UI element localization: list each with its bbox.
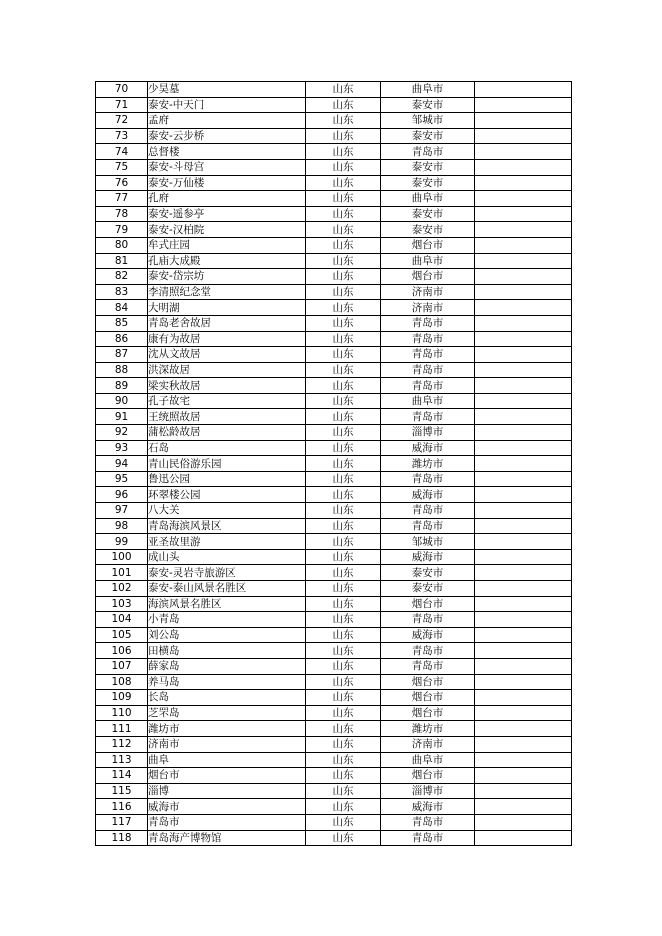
site-name: 孔庙大成殿 (148, 253, 306, 269)
site-name: 总督楼 (148, 144, 306, 160)
province: 山东 (306, 269, 381, 285)
empty-cell (475, 222, 572, 238)
city: 青岛市 (381, 830, 475, 846)
empty-cell (475, 752, 572, 768)
province: 山东 (306, 144, 381, 160)
row-number: 77 (96, 191, 148, 207)
row-number: 105 (96, 627, 148, 643)
site-name: 洪深故居 (148, 362, 306, 378)
table-row (96, 783, 572, 799)
province: 山东 (306, 284, 381, 300)
site-name: 威海市 (148, 799, 306, 815)
site-name: 泰安-岱宗坊 (148, 269, 306, 285)
province: 山东 (306, 409, 381, 425)
city: 邹城市 (381, 113, 475, 129)
site-name: 泰安-遥参亭 (148, 206, 306, 222)
city: 青岛市 (381, 331, 475, 347)
province: 山东 (306, 159, 381, 175)
province: 山东 (306, 674, 381, 690)
empty-cell (475, 503, 572, 519)
row-number: 99 (96, 534, 148, 550)
province: 山东 (306, 315, 381, 331)
scenic-spots-table (95, 81, 572, 846)
site-name: 大明湖 (148, 300, 306, 316)
province: 山东 (306, 191, 381, 207)
site-name: 牟式庄园 (148, 237, 306, 253)
city: 青岛市 (381, 362, 475, 378)
row-number: 85 (96, 315, 148, 331)
province: 山东 (306, 830, 381, 846)
city: 青岛市 (381, 643, 475, 659)
row-number: 90 (96, 393, 148, 409)
site-name: 青岛市 (148, 814, 306, 830)
row-number: 91 (96, 409, 148, 425)
city: 潍坊市 (381, 456, 475, 472)
city: 曲阜市 (381, 253, 475, 269)
row-number: 96 (96, 487, 148, 503)
site-name: 泰安-云步桥 (148, 128, 306, 144)
city: 威海市 (381, 549, 475, 565)
city: 烟台市 (381, 237, 475, 253)
province: 山东 (306, 581, 381, 597)
province: 山东 (306, 752, 381, 768)
table-row (96, 331, 572, 347)
row-number: 112 (96, 736, 148, 752)
site-name: 泰安-斗母宫 (148, 159, 306, 175)
empty-cell (475, 284, 572, 300)
table-row (96, 113, 572, 129)
province: 山东 (306, 534, 381, 550)
row-number: 80 (96, 237, 148, 253)
empty-cell (475, 425, 572, 441)
city: 青岛市 (381, 503, 475, 519)
city: 泰安市 (381, 565, 475, 581)
table-row (96, 549, 572, 565)
empty-cell (475, 721, 572, 737)
city: 烟台市 (381, 690, 475, 706)
empty-cell (475, 82, 572, 98)
row-number: 109 (96, 690, 148, 706)
city: 青岛市 (381, 471, 475, 487)
province: 山东 (306, 97, 381, 113)
empty-cell (475, 237, 572, 253)
site-name: 济南市 (148, 736, 306, 752)
table-row (96, 565, 572, 581)
row-number: 76 (96, 175, 148, 191)
table-row (96, 409, 572, 425)
row-number: 101 (96, 565, 148, 581)
table-row (96, 144, 572, 160)
empty-cell (475, 643, 572, 659)
city: 曲阜市 (381, 393, 475, 409)
city: 威海市 (381, 627, 475, 643)
city: 泰安市 (381, 128, 475, 144)
row-number: 97 (96, 503, 148, 519)
row-number: 113 (96, 752, 148, 768)
empty-cell (475, 159, 572, 175)
table-row (96, 347, 572, 363)
row-number: 78 (96, 206, 148, 222)
row-number: 117 (96, 814, 148, 830)
table-row (96, 378, 572, 394)
empty-cell (475, 581, 572, 597)
city: 烟台市 (381, 768, 475, 784)
empty-cell (475, 315, 572, 331)
site-name: 泰安-灵岩寺旅游区 (148, 565, 306, 581)
city: 济南市 (381, 284, 475, 300)
city: 青岛市 (381, 378, 475, 394)
province: 山东 (306, 612, 381, 628)
city: 烟台市 (381, 705, 475, 721)
site-name: 孔子故宅 (148, 393, 306, 409)
site-name: 鲁迅公园 (148, 471, 306, 487)
empty-cell (475, 627, 572, 643)
site-name: 康有为故居 (148, 331, 306, 347)
province: 山东 (306, 82, 381, 98)
row-number: 70 (96, 82, 148, 98)
city: 淄博市 (381, 425, 475, 441)
site-name: 田横岛 (148, 643, 306, 659)
province: 山东 (306, 549, 381, 565)
site-name: 王统照故居 (148, 409, 306, 425)
row-number: 72 (96, 113, 148, 129)
empty-cell (475, 253, 572, 269)
row-number: 88 (96, 362, 148, 378)
site-name: 长岛 (148, 690, 306, 706)
row-number: 89 (96, 378, 148, 394)
empty-cell (475, 549, 572, 565)
table-row (96, 705, 572, 721)
row-number: 111 (96, 721, 148, 737)
province: 山东 (306, 300, 381, 316)
empty-cell (475, 471, 572, 487)
table-body (96, 82, 572, 846)
row-number: 71 (96, 97, 148, 113)
table-row (96, 315, 572, 331)
site-name: 泰安-中天门 (148, 97, 306, 113)
table-row (96, 362, 572, 378)
province: 山东 (306, 518, 381, 534)
site-name: 孔府 (148, 191, 306, 207)
province: 山东 (306, 206, 381, 222)
site-name: 孟府 (148, 113, 306, 129)
table-row (96, 393, 572, 409)
province: 山东 (306, 565, 381, 581)
table-row (96, 799, 572, 815)
row-number: 110 (96, 705, 148, 721)
row-number: 115 (96, 783, 148, 799)
empty-cell (475, 814, 572, 830)
empty-cell (475, 783, 572, 799)
row-number: 118 (96, 830, 148, 846)
empty-cell (475, 347, 572, 363)
site-name: 八大关 (148, 503, 306, 519)
table-row (96, 222, 572, 238)
table-row (96, 128, 572, 144)
province: 山东 (306, 799, 381, 815)
row-number: 103 (96, 596, 148, 612)
site-name: 石岛 (148, 440, 306, 456)
site-name: 李清照纪念堂 (148, 284, 306, 300)
site-name: 泰安-汉柏院 (148, 222, 306, 238)
table-row (96, 736, 572, 752)
table-row (96, 97, 572, 113)
province: 山东 (306, 814, 381, 830)
province: 山东 (306, 768, 381, 784)
city: 青岛市 (381, 144, 475, 160)
table-row (96, 752, 572, 768)
province: 山东 (306, 253, 381, 269)
site-name: 青岛老舍故居 (148, 315, 306, 331)
site-name: 青山民俗游乐园 (148, 456, 306, 472)
city: 泰安市 (381, 175, 475, 191)
empty-cell (475, 534, 572, 550)
site-name: 蒲松龄故居 (148, 425, 306, 441)
row-number: 107 (96, 658, 148, 674)
city: 威海市 (381, 487, 475, 503)
row-number: 93 (96, 440, 148, 456)
province: 山东 (306, 736, 381, 752)
row-number: 92 (96, 425, 148, 441)
empty-cell (475, 518, 572, 534)
table-row (96, 300, 572, 316)
city: 济南市 (381, 300, 475, 316)
table-row (96, 237, 572, 253)
site-name: 梁实秋故居 (148, 378, 306, 394)
city: 曲阜市 (381, 82, 475, 98)
city: 曲阜市 (381, 191, 475, 207)
table-row (96, 690, 572, 706)
province: 山东 (306, 378, 381, 394)
table-row (96, 471, 572, 487)
city: 烟台市 (381, 674, 475, 690)
city: 泰安市 (381, 97, 475, 113)
table-row (96, 674, 572, 690)
row-number: 94 (96, 456, 148, 472)
empty-cell (475, 487, 572, 503)
city: 青岛市 (381, 814, 475, 830)
site-name: 淄博 (148, 783, 306, 799)
province: 山东 (306, 456, 381, 472)
table-row (96, 82, 572, 98)
empty-cell (475, 674, 572, 690)
site-name: 薛家岛 (148, 658, 306, 674)
province: 山东 (306, 471, 381, 487)
empty-cell (475, 393, 572, 409)
table-row (96, 191, 572, 207)
row-number: 116 (96, 799, 148, 815)
row-number: 81 (96, 253, 148, 269)
empty-cell (475, 596, 572, 612)
empty-cell (475, 206, 572, 222)
site-name: 刘公岛 (148, 627, 306, 643)
empty-cell (475, 362, 572, 378)
province: 山东 (306, 331, 381, 347)
empty-cell (475, 799, 572, 815)
province: 山东 (306, 347, 381, 363)
site-name: 泰安-万仙楼 (148, 175, 306, 191)
site-name: 芝罘岛 (148, 705, 306, 721)
table-row (96, 643, 572, 659)
empty-cell (475, 175, 572, 191)
site-name: 少昊墓 (148, 82, 306, 98)
empty-cell (475, 409, 572, 425)
province: 山东 (306, 440, 381, 456)
province: 山东 (306, 362, 381, 378)
row-number: 79 (96, 222, 148, 238)
site-name: 泰安-泰山风景名胜区 (148, 581, 306, 597)
province: 山东 (306, 705, 381, 721)
row-number: 104 (96, 612, 148, 628)
table-row (96, 206, 572, 222)
table-row (96, 425, 572, 441)
province: 山东 (306, 237, 381, 253)
province: 山东 (306, 503, 381, 519)
table-row (96, 627, 572, 643)
empty-cell (475, 378, 572, 394)
province: 山东 (306, 222, 381, 238)
empty-cell (475, 331, 572, 347)
table-row (96, 658, 572, 674)
empty-cell (475, 658, 572, 674)
site-name: 亚圣故里游 (148, 534, 306, 550)
empty-cell (475, 690, 572, 706)
row-number: 75 (96, 159, 148, 175)
city: 青岛市 (381, 612, 475, 628)
province: 山东 (306, 643, 381, 659)
table-row (96, 518, 572, 534)
empty-cell (475, 612, 572, 628)
empty-cell (475, 300, 572, 316)
table-row (96, 253, 572, 269)
row-number: 86 (96, 331, 148, 347)
city: 威海市 (381, 440, 475, 456)
site-name: 潍坊市 (148, 721, 306, 737)
row-number: 95 (96, 471, 148, 487)
city: 泰安市 (381, 581, 475, 597)
site-name: 沈从文故居 (148, 347, 306, 363)
table-row (96, 596, 572, 612)
province: 山东 (306, 690, 381, 706)
city: 淄博市 (381, 783, 475, 799)
table-row (96, 487, 572, 503)
row-number: 84 (96, 300, 148, 316)
empty-cell (475, 440, 572, 456)
province: 山东 (306, 783, 381, 799)
row-number: 82 (96, 269, 148, 285)
row-number: 108 (96, 674, 148, 690)
city: 青岛市 (381, 658, 475, 674)
province: 山东 (306, 393, 381, 409)
city: 潍坊市 (381, 721, 475, 737)
row-number: 106 (96, 643, 148, 659)
table-row (96, 175, 572, 191)
city: 曲阜市 (381, 752, 475, 768)
table-row (96, 581, 572, 597)
city: 邹城市 (381, 534, 475, 550)
province: 山东 (306, 627, 381, 643)
row-number: 87 (96, 347, 148, 363)
province: 山东 (306, 128, 381, 144)
empty-cell (475, 113, 572, 129)
province: 山东 (306, 113, 381, 129)
province: 山东 (306, 175, 381, 191)
table-row (96, 440, 572, 456)
table-row (96, 721, 572, 737)
site-name: 曲阜 (148, 752, 306, 768)
row-number: 100 (96, 549, 148, 565)
row-number: 83 (96, 284, 148, 300)
table-row (96, 814, 572, 830)
province: 山东 (306, 425, 381, 441)
city: 威海市 (381, 799, 475, 815)
site-name: 青岛海滨风景区 (148, 518, 306, 534)
empty-cell (475, 456, 572, 472)
city: 泰安市 (381, 206, 475, 222)
row-number: 98 (96, 518, 148, 534)
table-row (96, 284, 572, 300)
city: 泰安市 (381, 159, 475, 175)
city: 青岛市 (381, 347, 475, 363)
table-row (96, 159, 572, 175)
row-number: 74 (96, 144, 148, 160)
row-number: 73 (96, 128, 148, 144)
city: 烟台市 (381, 269, 475, 285)
table-row (96, 269, 572, 285)
site-name: 养马岛 (148, 674, 306, 690)
empty-cell (475, 736, 572, 752)
city: 青岛市 (381, 315, 475, 331)
empty-cell (475, 269, 572, 285)
empty-cell (475, 191, 572, 207)
empty-cell (475, 144, 572, 160)
city: 济南市 (381, 736, 475, 752)
city: 泰安市 (381, 222, 475, 238)
province: 山东 (306, 596, 381, 612)
city: 烟台市 (381, 596, 475, 612)
empty-cell (475, 97, 572, 113)
table-row (96, 768, 572, 784)
empty-cell (475, 705, 572, 721)
table-row (96, 503, 572, 519)
empty-cell (475, 128, 572, 144)
province: 山东 (306, 721, 381, 737)
row-number: 102 (96, 581, 148, 597)
city: 青岛市 (381, 409, 475, 425)
empty-cell (475, 768, 572, 784)
row-number: 114 (96, 768, 148, 784)
site-name: 环翠楼公园 (148, 487, 306, 503)
table-row (96, 456, 572, 472)
empty-cell (475, 830, 572, 846)
province: 山东 (306, 658, 381, 674)
site-name: 青岛海产博物馆 (148, 830, 306, 846)
table-row (96, 830, 572, 846)
province: 山东 (306, 487, 381, 503)
site-name: 成山头 (148, 549, 306, 565)
site-name: 海滨风景名胜区 (148, 596, 306, 612)
site-name: 烟台市 (148, 768, 306, 784)
city: 青岛市 (381, 518, 475, 534)
table-row (96, 612, 572, 628)
site-name: 小青岛 (148, 612, 306, 628)
table-row (96, 534, 572, 550)
empty-cell (475, 565, 572, 581)
